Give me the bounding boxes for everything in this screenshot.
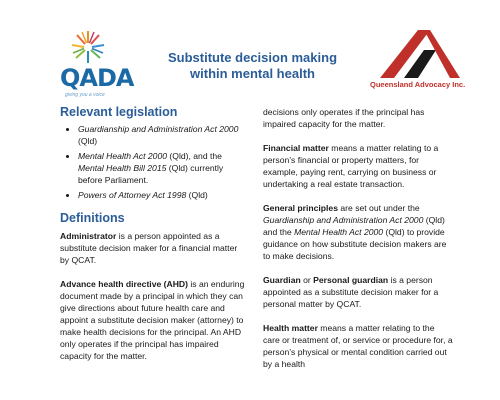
qai-org-name: Queensland Advocacy Inc.: [370, 80, 466, 89]
definition-guardian: Guardian or Personal guardian is a person appointed as a substitute decision maker for a personal matter by QCAT.: [263, 275, 439, 309]
qai-a-mark-icon: [380, 28, 460, 80]
qada-starburst-icon: [68, 30, 108, 64]
definition-general-principles: General principles are set out under the Guardianship and Administration Act 2000 (Qld) and the Mental Health Act 2000 (Qld) to provide guidance on how substitute decision makers are to make decisions.: [263, 203, 447, 261]
page-title: [150, 50, 355, 82]
list-item: • Mental Health Act 2000 (Qld), and the Mental Health Bill 2015 (Qld) currently before Parliament.: [78, 150, 248, 186]
title-line-1: Substitute decision making: [167, 50, 338, 65]
right-column: [263, 106, 453, 370]
definition-ahd: Advance health directive (AHD) is an enduring document made by a principal in which they can give directions about future health care and appoint a substitute decision maker (attorney) to make health decisions for the principal. An AHD only operates if the principal has impaired capacity for the matter.: [60, 279, 245, 361]
definitions-heading: Definitions: [60, 211, 125, 225]
list-item: • Guardianship and Administration Act 2000 (Qld): [78, 123, 248, 147]
definition-administrator: Administrator is a person appointed as a substitute decision maker for a financial matter by QCAT.: [60, 231, 238, 265]
left-column: [60, 105, 248, 362]
qada-logo: [58, 30, 134, 98]
title-line-2: within mental health: [190, 66, 315, 81]
legislation-heading: Relevant legislation: [60, 105, 178, 119]
continued-paragraph: decisions only operates if the principal has impaired capacity for the matter.: [263, 107, 425, 129]
definition-financial-matter: Financial matter means a matter relating to a person’s financial or property matters, for example, paying rent, carrying on business or undertaking a real estate transaction.: [263, 143, 439, 189]
qada-logo-text: QADA: [60, 64, 134, 92]
legislation-list: [60, 123, 248, 201]
qai-logo: [370, 28, 475, 90]
qada-tagline: giving you a voice: [65, 92, 105, 98]
list-item: • Powers of Attorney Act 1998 (Qld): [78, 189, 248, 201]
definition-health-matter: Health matter means a matter relating to the care or treatment of, or service or procedure for, a person’s physical or mental condition carried out by a health: [263, 323, 453, 369]
